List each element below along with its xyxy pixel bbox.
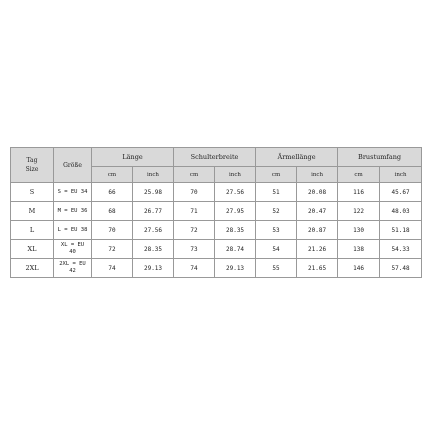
row-groesse (54, 240, 92, 259)
cell-brust-cm: 130 (338, 221, 380, 240)
header-schulterbreite: Schulterbreite (174, 148, 256, 167)
cell-aermel-cm: 55 (256, 259, 297, 278)
cell-schulter-inch: 28.35 (215, 221, 256, 240)
cell-schulter-cm: 74 (174, 259, 215, 278)
row-groesse (54, 183, 92, 202)
table-row (11, 221, 422, 240)
header-tag-label: Tag (26, 157, 38, 164)
header-size-label: Size (25, 166, 39, 173)
cell-brust-cm: 146 (338, 259, 380, 278)
cell-aermel-inch: 20.47 (297, 202, 338, 221)
cell-laenge-cm: 70 (92, 221, 133, 240)
size-chart-table (10, 147, 422, 278)
cell-schulter-cm: 70 (174, 183, 215, 202)
cell-schulter-cm: 71 (174, 202, 215, 221)
cell-brust-cm: 138 (338, 240, 380, 259)
header-brustumfang: Brustumfang (338, 148, 422, 167)
header-tag-size (11, 148, 54, 183)
row-groesse (54, 221, 92, 240)
cell-brust-inch: 51.18 (380, 221, 422, 240)
cell-schulter-cm: 72 (174, 221, 215, 240)
cell-aermel-cm: 52 (256, 202, 297, 221)
cell-schulter-inch: 27.56 (215, 183, 256, 202)
cell-laenge-cm: 68 (92, 202, 133, 221)
unit-inch: inch (215, 167, 256, 183)
cell-schulter-inch: 28.74 (215, 240, 256, 259)
table-row (11, 259, 422, 278)
cell-schulter-inch: 27.95 (215, 202, 256, 221)
unit-inch: inch (297, 167, 338, 183)
row-tag: M (11, 202, 54, 221)
groesse-line1: L = EU 38 (57, 226, 88, 233)
groesse-line2: 42 (69, 268, 76, 274)
row-tag: XL (11, 240, 54, 259)
groesse-line1: S = EU 34 (57, 188, 88, 195)
unit-cm: cm (174, 167, 215, 183)
unit-inch: inch (133, 167, 174, 183)
unit-inch: inch (380, 167, 422, 183)
header-row-groups (11, 148, 422, 167)
table-row (11, 240, 422, 259)
table-row (11, 183, 422, 202)
cell-brust-inch: 45.67 (380, 183, 422, 202)
cell-brust-inch: 54.33 (380, 240, 422, 259)
cell-aermel-inch: 21.65 (297, 259, 338, 278)
cell-aermel-inch: 21.26 (297, 240, 338, 259)
groesse-line2: 40 (69, 249, 76, 255)
cell-laenge-inch: 26.77 (133, 202, 174, 221)
unit-cm: cm (338, 167, 380, 183)
groesse-line1: 2XL = EU (59, 261, 86, 267)
unit-cm: cm (256, 167, 297, 183)
unit-cm: cm (92, 167, 133, 183)
header-laenge: Länge (92, 148, 174, 167)
header-groesse: Größe (54, 148, 92, 183)
cell-brust-cm: 122 (338, 202, 380, 221)
cell-laenge-inch: 27.56 (133, 221, 174, 240)
groesse-line1: M = EU 36 (57, 207, 88, 214)
cell-laenge-cm: 72 (92, 240, 133, 259)
cell-laenge-cm: 66 (92, 183, 133, 202)
cell-laenge-cm: 74 (92, 259, 133, 278)
cell-brust-inch: 57.48 (380, 259, 422, 278)
header-aermellaenge: Ärmellänge (256, 148, 338, 167)
row-groesse (54, 202, 92, 221)
cell-aermel-cm: 51 (256, 183, 297, 202)
cell-schulter-inch: 29.13 (215, 259, 256, 278)
cell-aermel-cm: 53 (256, 221, 297, 240)
groesse-line1: XL = EU (60, 242, 85, 248)
row-groesse (54, 259, 92, 278)
row-tag: L (11, 221, 54, 240)
cell-laenge-inch: 29.13 (133, 259, 174, 278)
cell-aermel-inch: 20.87 (297, 221, 338, 240)
cell-laenge-inch: 25.98 (133, 183, 174, 202)
row-tag: S (11, 183, 54, 202)
cell-laenge-inch: 28.35 (133, 240, 174, 259)
cell-aermel-cm: 54 (256, 240, 297, 259)
cell-brust-inch: 48.03 (380, 202, 422, 221)
table-row (11, 202, 422, 221)
cell-brust-cm: 116 (338, 183, 380, 202)
row-tag: 2XL (11, 259, 54, 278)
cell-schulter-cm: 73 (174, 240, 215, 259)
cell-aermel-inch: 20.08 (297, 183, 338, 202)
